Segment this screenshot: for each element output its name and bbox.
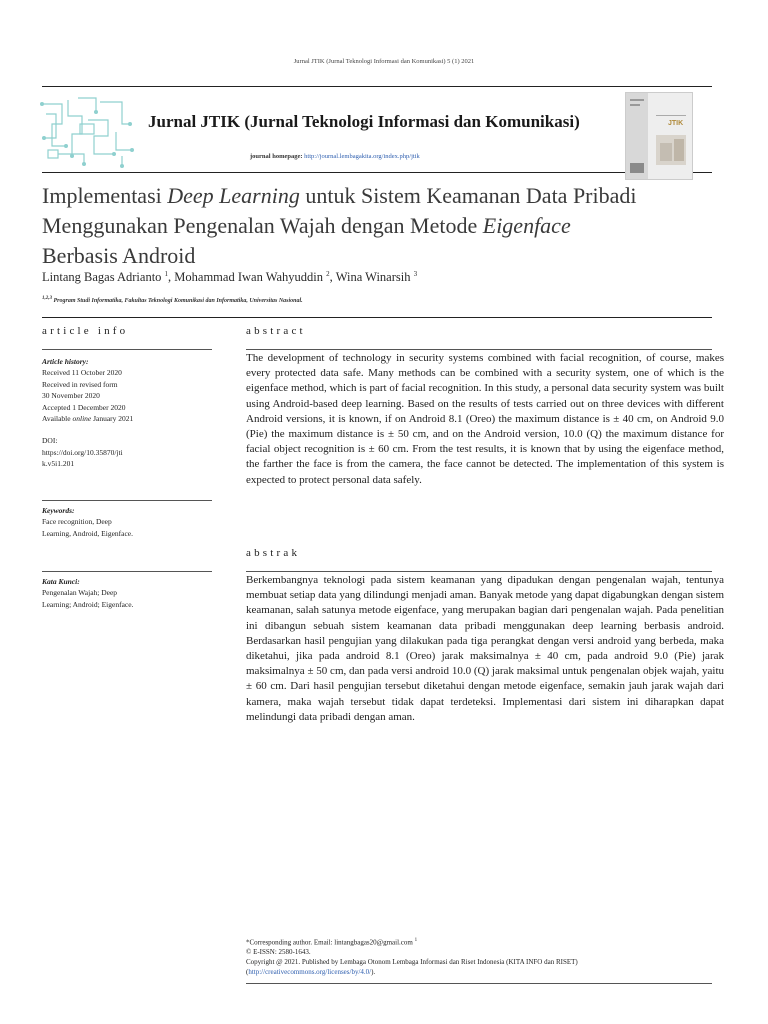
license-open-paren: ( (246, 968, 249, 977)
title-italic-1: Deep Learning (167, 183, 300, 208)
kata-kunci-label: Kata Kunci: (42, 577, 80, 586)
abstrak-heading: abstrak (246, 547, 301, 559)
title-part-3: Berbasis Android (42, 243, 196, 268)
author-name: , Mohammad Iwan Wahyuddin (168, 270, 327, 285)
kata-kunci-line-1: Pengenalan Wajah; Deep (42, 588, 118, 598)
affiliation-rule (42, 317, 712, 318)
title-italic-2: Eigenface (482, 213, 571, 238)
kata-kunci-rule (42, 571, 212, 572)
abstrak-rule (246, 571, 712, 572)
available-prefix: Available (42, 414, 73, 424)
accepted-date: Accepted 1 December 2020 (42, 402, 126, 412)
license-line (246, 967, 746, 977)
title-part-2: untuk Sistem Keamanan Data Pribadi Menggunakan Pengenalan Wajah dengan Metode (42, 183, 637, 238)
article-history (42, 356, 212, 470)
keywords-line-1: Face recognition, Deep (42, 517, 112, 527)
keywords-rule (42, 500, 212, 501)
header-bottom-rule (42, 172, 712, 173)
available-online-word: online (72, 414, 92, 424)
doi-label: DOI: (42, 436, 58, 446)
article-info-heading: article info (42, 325, 129, 337)
abstract-rule (246, 349, 712, 350)
author-name: , Wina Winarsih (329, 270, 414, 285)
cover-title: JTIK (668, 120, 684, 127)
abstract-heading: abstract (246, 325, 306, 337)
journal-title: Jurnal JTIK (Jurnal Teknologi Informasi dan Komunikasi) (148, 112, 580, 131)
kata-kunci-block (42, 576, 212, 610)
license-link[interactable]: http://creativecommons.org/licenses/by/4.0/ (248, 968, 372, 977)
article-history-label: Article history: (42, 357, 89, 366)
journal-logo (38, 94, 138, 168)
doi-link-line-2[interactable]: k.v5i1.201 (42, 459, 75, 469)
keywords-label: Keywords: (42, 506, 75, 515)
abstract-text: The development of technology in security systems combined with facial recognition, of course, makes every protected data safe. Many methods can be combined with a security system, one of which is the eigenface method, which is part of facial recognition. In this study, a personal data security system was built using Android-based deep learning. Based on the results of tests carried out on three devices with different Android versions, it is known, if on Android 8.1 (Oreo) the maximum distance is ± 40 cm, on Android 9.0 (Pie) the maximum distance is ± 50 cm, and on the Android version, 10.0 (Q) the maximum distance for facial object recognition is ± 60 cm. From the test results, it is known that by using the eigenface method, the farther the face is from the camera, the face cannot be detected. The implementation of this system is expected to protect personal data safely. (246, 352, 724, 486)
received-date: Received 11 October 2020 (42, 368, 122, 378)
kata-kunci-line-2: Learning; Android; Eigenface. (42, 599, 134, 609)
footer-notes (246, 936, 746, 977)
running-head: Jurnal JTIK (Jurnal Teknologi Informasi dan Komunikasi) 5 (1) 2021 (293, 58, 475, 65)
affiliation-marker: 1,2,3 (42, 296, 52, 301)
paper-title (42, 181, 722, 271)
author-affil-marker: 1 (164, 270, 169, 278)
journal-homepage (250, 153, 420, 160)
copyright: Copyright @ 2021. Published by Lembaga Otonom Lembaga Informasi dan Riset Indonesia (KITA INFO dan RISET) (246, 958, 578, 967)
corresponding-author (246, 936, 746, 947)
doi-link-line-1[interactable]: https://doi.org/10.35870/jti (42, 447, 123, 457)
author-list (42, 270, 417, 285)
affiliation-text: Program Studi Informatika, Fakultas Teknologi Komunikasi dan Informatika, Universitas Nasional. (53, 298, 303, 304)
title-part-1: Implementasi (42, 183, 168, 208)
keywords-block (42, 505, 212, 539)
eissn: © E-ISSN: 2580-1643. (246, 948, 311, 957)
keywords-line-2: Learning, Android, Eigenface. (42, 528, 134, 538)
journal-cover-image (625, 92, 693, 180)
revised-label: Received in revised form (42, 379, 118, 389)
available-suffix: January 2021 (91, 414, 134, 424)
footer-rule (246, 983, 712, 984)
header-top-rule (42, 86, 712, 87)
corresponding-marker: 1 (414, 938, 418, 943)
author-affil-marker: 3 (413, 270, 418, 278)
author-affil-marker: 2 (326, 270, 330, 278)
homepage-link[interactable]: http://journal.lembagakita.org/index.php/jtik (304, 153, 420, 160)
affiliation (42, 296, 303, 304)
author-name: Lintang Bagas Adrianto (42, 270, 165, 285)
license-close-paren: ). (371, 968, 376, 977)
available-online (42, 413, 212, 424)
corresponding-author-text: *Corresponding author. Email: lintangbagas20@gmail.com (246, 938, 413, 947)
homepage-label: journal homepage: (250, 153, 303, 160)
article-info-rule (42, 349, 212, 350)
revised-date: 30 November 2020 (42, 391, 100, 401)
abstrak-text: Berkembangnya teknologi pada sistem keamanan yang dipadukan dengan pengenalan wajah, tentunya membuat setiap data yang dilindungi menjadi aman. Banyak metode yang dapat digabungkan dengan sistem keamanan, salah satunya metode eigenface, yang merupakan bagian dari pengenalan wajah. Pada penelitian ini dibangun sebuah sistem keamanan data pribadi menggunakan deep learning berbasis android. Berdasarkan hasil pengujian yang dilakukan pada tiga perangkat dengan versi android yang berbeda, maka diketahui, jika pada android 8.1 (Oreo) jarak maksimalnya ± 40 cm, pada android 9.0 (Pie) jarak maksimalnya ± 50 cm, dan pada versi android 10.0 (Q) jarak maksimal untuk pengenalan objek wajah, yaitu ± 60 cm. Dari hasil pengujian tersebut diketahui dengan metode eigenface, semakin jauh jarak wajah dari kamera, maka wajah tersebut tidak dapat terdeteksi. Implementasi dari sistem ini diharapkan dapat melindungi data pribadi dengan aman. (246, 574, 724, 723)
